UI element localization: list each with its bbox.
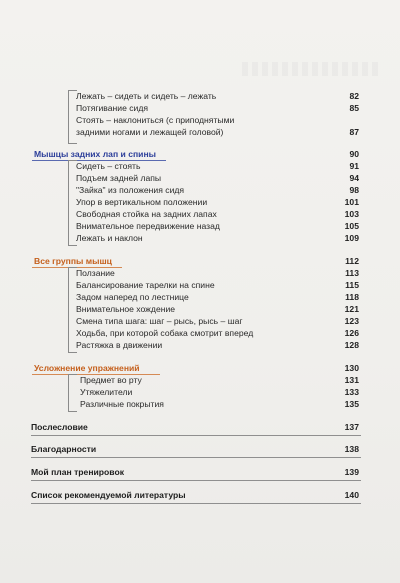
bleed-through-text — [242, 62, 382, 76]
entry-page: 133 — [344, 387, 359, 397]
entry-title: Благодарности — [31, 444, 97, 454]
entry-page: 115 — [345, 280, 359, 290]
entry-page: 105 — [344, 221, 359, 231]
toc-entry-afterword[interactable] — [0, 421, 400, 433]
entry-separator — [31, 457, 361, 458]
section-page: 112 — [345, 256, 359, 266]
toc-entry[interactable] — [0, 102, 400, 114]
entry-separator — [31, 480, 361, 481]
entry-page: 140 — [344, 490, 359, 500]
toc-entry[interactable] — [0, 374, 400, 386]
entry-title: Смена типа шага: шаг – рысь, рысь – шаг — [76, 316, 243, 326]
entry-title: задними ногами и лежащей головой) — [76, 127, 224, 137]
section-title: Все группы мышц — [34, 256, 112, 266]
toc-entry[interactable] — [0, 232, 400, 244]
entry-title: Список рекомендуемой литературы — [31, 490, 186, 500]
entry-page: 135 — [344, 399, 359, 409]
entry-page: 98 — [349, 185, 359, 195]
entry-title: Подъем задней лапы — [76, 173, 162, 183]
entry-page: 94 — [349, 173, 359, 183]
entry-page: 126 — [344, 328, 359, 338]
toc-entry[interactable] — [0, 279, 400, 291]
section-title: Усложнение упражнений — [34, 363, 140, 373]
toc-entry[interactable] — [0, 220, 400, 232]
section-title: Мышцы задних лап и спины — [34, 149, 156, 159]
entry-page: 123 — [344, 316, 359, 326]
toc-entry[interactable] — [0, 208, 400, 220]
toc-entry-reading-list[interactable] — [0, 489, 400, 501]
toc-entry[interactable] — [0, 90, 400, 102]
toc-section-all-muscles[interactable] — [0, 255, 400, 267]
entry-title: Растяжка в движении — [76, 340, 163, 350]
entry-separator — [31, 435, 361, 436]
entry-page: 85 — [349, 103, 359, 113]
entry-title: Задом наперед по лестнице — [76, 292, 189, 302]
entry-page: 101 — [344, 197, 359, 207]
toc-entry[interactable] — [0, 196, 400, 208]
toc-entry[interactable] — [0, 303, 400, 315]
entry-title: Предмет во рту — [80, 375, 142, 385]
entry-page: 118 — [345, 292, 359, 302]
section-page: 130 — [344, 363, 359, 373]
entry-page: 121 — [344, 304, 359, 314]
toc-entry[interactable] — [0, 398, 400, 410]
entry-page: 128 — [344, 340, 359, 350]
entry-title: Сидеть – стоять — [76, 161, 141, 171]
entry-title: Послесловие — [31, 422, 88, 432]
toc-entry[interactable] — [0, 327, 400, 339]
entry-title: Стоять – наклониться (с приподнятыми — [76, 115, 235, 125]
toc-entry[interactable] — [0, 172, 400, 184]
entry-title: Ходьба, при которой собака смотрит вперед — [76, 328, 254, 338]
toc-entry[interactable] — [0, 315, 400, 327]
entry-title: Свободная стойка на задних лапах — [76, 209, 217, 219]
toc-entry[interactable] — [0, 126, 400, 138]
toc-entry[interactable] — [0, 160, 400, 172]
entry-page: 103 — [344, 209, 359, 219]
entry-title: Внимательное передвижение назад — [76, 221, 220, 231]
entry-page: 91 — [349, 161, 359, 171]
section-page: 90 — [349, 149, 359, 159]
entry-title: Различные покрытия — [80, 399, 164, 409]
toc-section-harder-exercises[interactable] — [0, 362, 400, 374]
entry-page: 137 — [344, 422, 359, 432]
entry-page: 138 — [344, 444, 359, 454]
entry-title: Потягивание сидя — [76, 103, 149, 113]
toc-entry[interactable] — [0, 267, 400, 279]
toc-entry[interactable] — [0, 291, 400, 303]
entry-title: Утяжелители — [80, 387, 133, 397]
entry-page: 131 — [344, 375, 359, 385]
toc-section-hind-legs[interactable] — [0, 148, 400, 160]
toc-entry[interactable] — [0, 184, 400, 196]
entry-title: Мой план тренировок — [31, 467, 125, 477]
toc-entry-acknowledgements[interactable] — [0, 443, 400, 455]
toc-entry-training-plan[interactable] — [0, 466, 400, 478]
entry-title: Внимательное хождение — [76, 304, 176, 314]
entry-title: Упор в вертикальном положении — [76, 197, 208, 207]
entry-separator — [31, 503, 361, 504]
toc-entry[interactable] — [0, 386, 400, 398]
entry-title: Балансирование тарелки на спине — [76, 280, 215, 290]
toc-entry[interactable] — [0, 339, 400, 351]
entry-title: Лежать и наклон — [76, 233, 143, 243]
entry-page: 87 — [349, 127, 359, 137]
entry-page: 113 — [345, 268, 359, 278]
entry-page: 82 — [349, 91, 359, 101]
entry-title: Ползание — [76, 268, 115, 278]
toc-entry[interactable] — [0, 114, 400, 126]
entry-title: Лежать – сидеть и сидеть – лежать — [76, 91, 217, 101]
entry-title: "Зайка" из положения сидя — [76, 185, 185, 195]
entry-page: 109 — [344, 233, 359, 243]
entry-page: 139 — [344, 467, 359, 477]
